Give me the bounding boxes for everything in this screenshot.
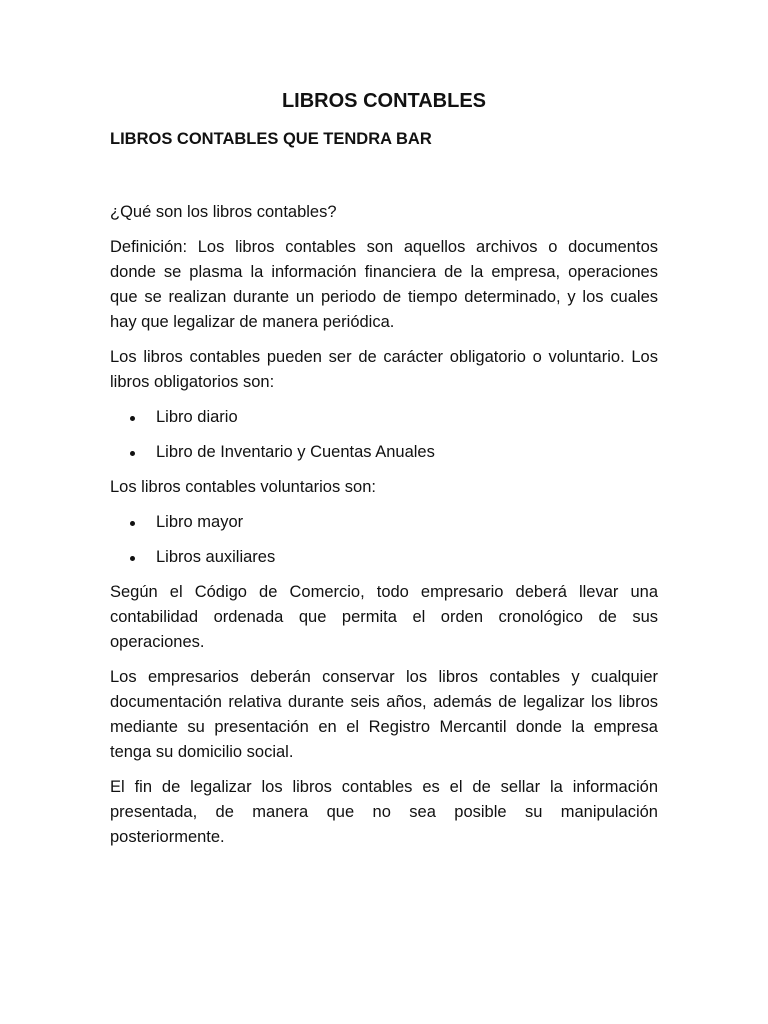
commerce-code-paragraph: Según el Código de Comercio, todo empresario deberá llevar una contabilidad ordenada que permita el orden cronológico de sus operaciones. [110,583,658,651]
document-subtitle: LIBROS CONTABLES QUE TENDRA BAR [110,130,432,148]
list-item [110,510,658,535]
definition-paragraph: Definición: Los libros contables son aquellos archivos o documentos donde se plasma la información financiera de la empresa, operaciones que se realizan durante un periodo de tiempo determinado, y los cuales hay que legalizar de manera periódica. [110,238,658,331]
obligatory-books-list [110,405,658,465]
bullet-icon [130,451,135,456]
document-page [110,88,658,860]
list-item-label: Libros auxiliares [156,548,276,566]
list-item [110,545,658,570]
bullet-icon [130,416,135,421]
types-intro-paragraph: Los libros contables pueden ser de carácter obligatorio o voluntario. Los libros obligatorios son: [110,348,658,391]
bullet-icon [130,521,135,526]
voluntary-books-list [110,510,658,570]
list-item [110,440,658,465]
purpose-paragraph: El fin de legalizar los libros contables es el de sellar la información presentada, de manera que no sea posible su manipulación posteriormente. [110,778,658,846]
list-item-label: Libro mayor [156,513,244,531]
list-item [110,405,658,430]
list-item-label: Libro de Inventario y Cuentas Anuales [156,443,435,461]
list-item-label: Libro diario [156,408,238,426]
conservation-paragraph: Los empresarios deberán conservar los libros contables y cualquier documentación relativa durante seis años, además de legalizar los libros mediante su presentación en el Registro Mercantil donde la empresa tenga su domicilio social. [110,668,658,761]
voluntary-intro-paragraph: Los libros contables voluntarios son: [110,478,376,496]
bullet-icon [130,556,135,561]
question-heading: ¿Qué son los libros contables? [110,203,337,221]
document-title: LIBROS CONTABLES [281,90,487,112]
